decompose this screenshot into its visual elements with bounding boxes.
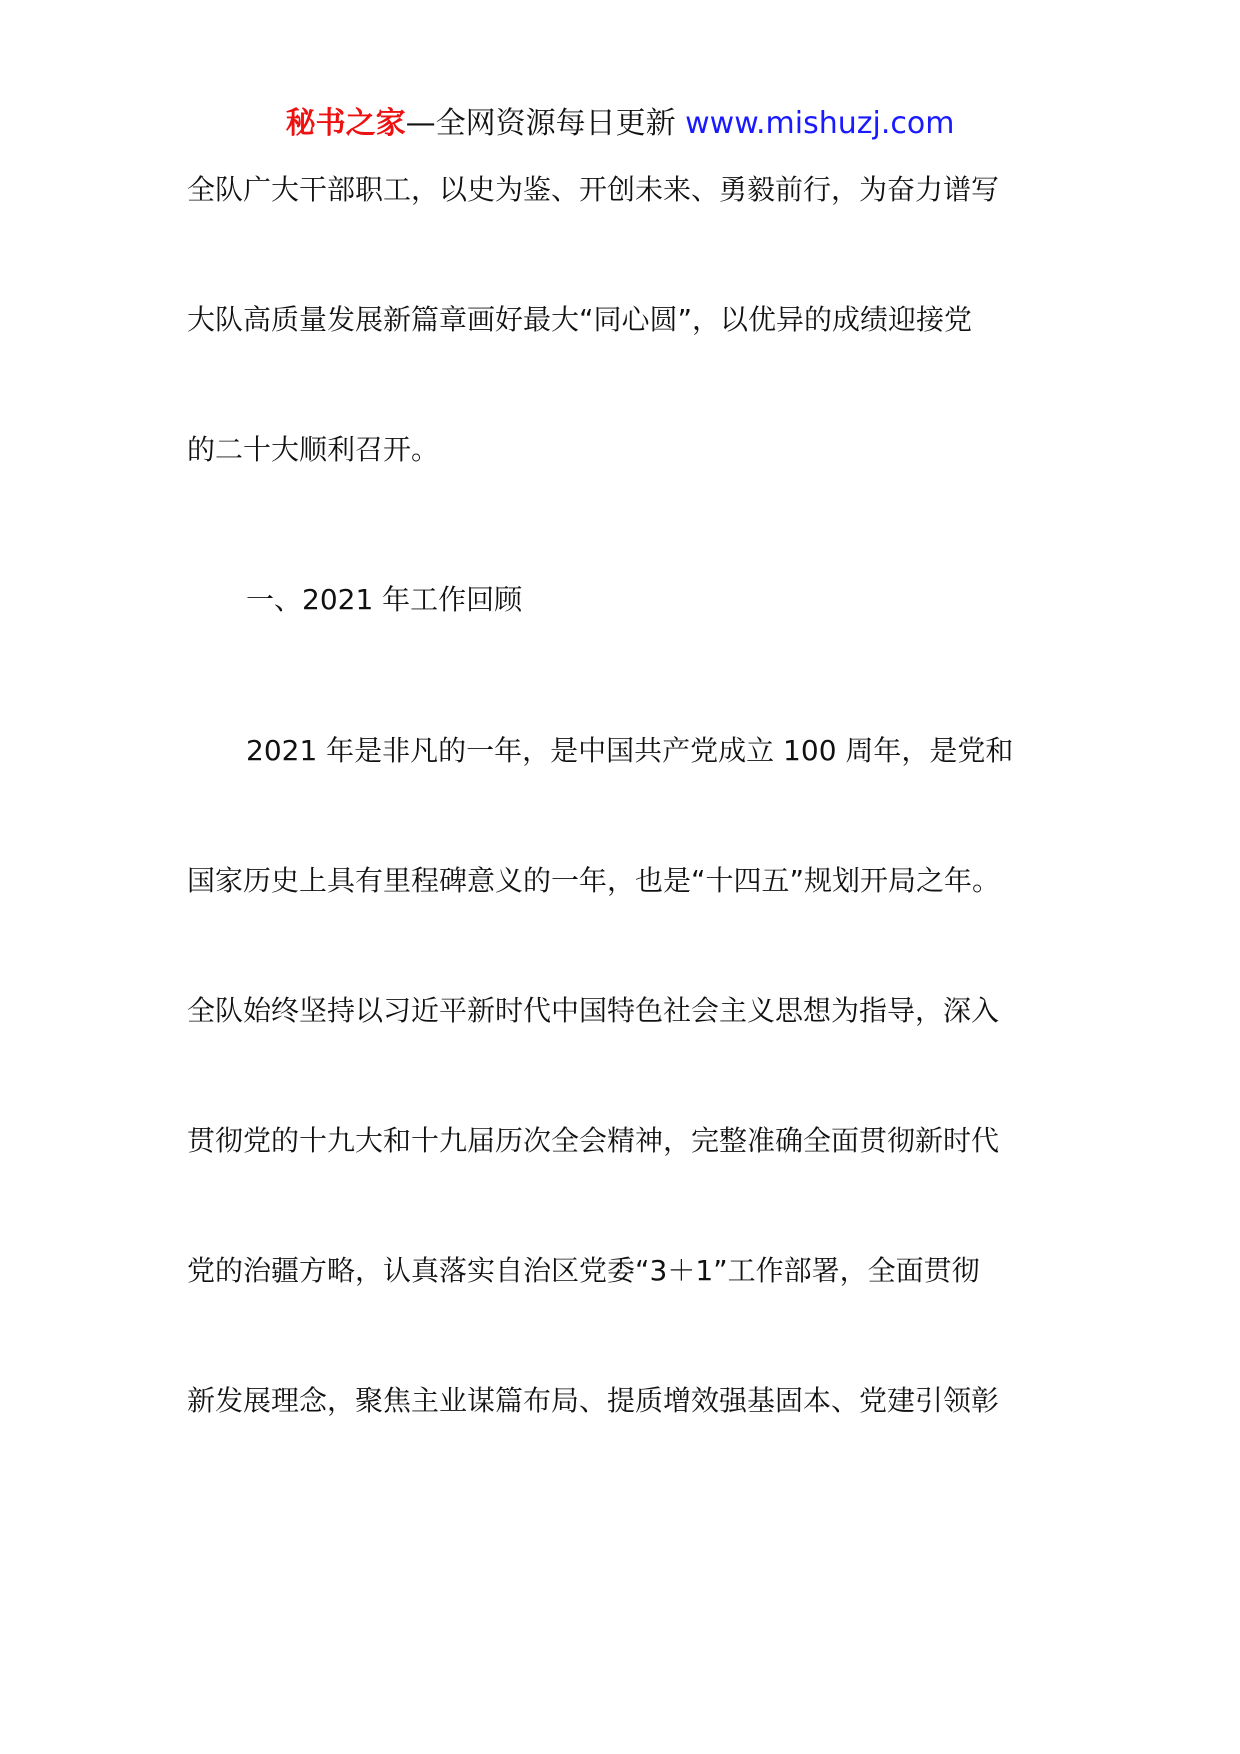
body-text-line: 的二十大顺利召开。: [187, 433, 440, 466]
body-text-line: 新发展理念，聚焦主业谋篇布局、提质增效强基固本、党建引领彰: [187, 1384, 1000, 1417]
body-text-line: 党的治疆方略，认真落实自治区党委“3＋1”工作部署，全面贯彻: [187, 1254, 980, 1287]
site-tagline: —全网资源每日更新: [405, 106, 676, 141]
body-text-line: 2021 年是非凡的一年，是中国共产党成立 100 周年，是党和: [246, 734, 1014, 767]
body-text-line: 全队广大干部职工，以史为鉴、开创未来、勇毅前行，为奋力谱写: [187, 173, 1000, 206]
body-text-line: 全队始终坚持以习近平新时代中国特色社会主义思想为指导，深入: [187, 994, 1000, 1027]
site-brand: 秘书之家: [285, 106, 406, 141]
site-url-link[interactable]: www.mishuzj.com: [685, 106, 955, 141]
body-text-line: 大队高质量发展新篇章画好最大“同心圆”，以优异的成绩迎接党: [187, 303, 973, 336]
body-text-line: 贯彻党的十九大和十九届历次全会精神，完整准确全面贯彻新时代: [187, 1124, 1000, 1157]
section-heading: 一、2021 年工作回顾: [246, 583, 523, 616]
site-header: [0, 104, 1240, 144]
body-text-line: 国家历史上具有里程碑意义的一年，也是“十四五”规划开局之年。: [187, 864, 1001, 897]
